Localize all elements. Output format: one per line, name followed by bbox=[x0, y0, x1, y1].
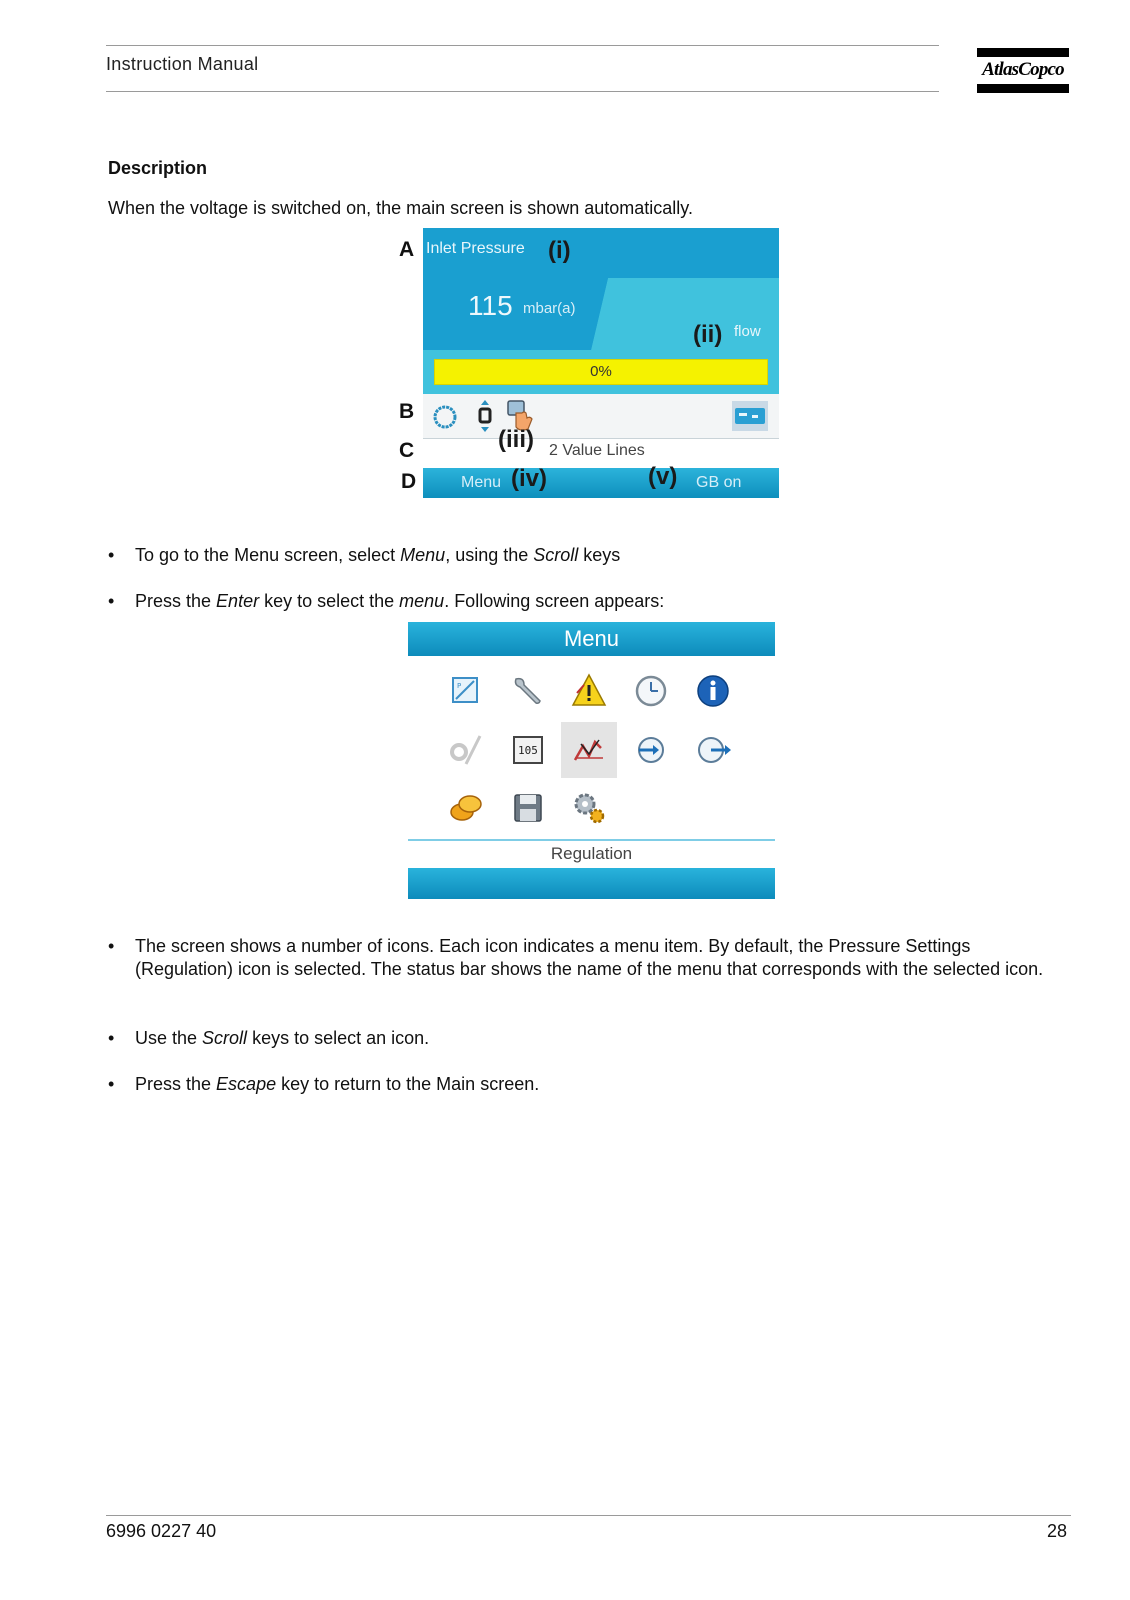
callout-b: B bbox=[399, 400, 415, 423]
counter-icon[interactable] bbox=[500, 722, 556, 778]
service-plan-icon[interactable] bbox=[438, 722, 494, 778]
footer-rule bbox=[106, 1515, 1071, 1516]
roman-iii: (iii) bbox=[498, 426, 534, 453]
text: To go to the Menu screen, select bbox=[135, 545, 401, 565]
header-title: Instruction Manual bbox=[106, 54, 259, 74]
main-screen-figure bbox=[423, 228, 779, 498]
menu-separator bbox=[408, 839, 775, 841]
callout-d: D bbox=[401, 470, 417, 493]
main-screen-top-panel bbox=[423, 228, 779, 394]
text: key to select the bbox=[259, 591, 400, 611]
logo-text: AtlasCopco bbox=[982, 59, 1064, 80]
text: keys to select an icon. bbox=[247, 1028, 430, 1048]
roman-i: (i) bbox=[548, 237, 571, 264]
gb-on-softkey[interactable]: GB on bbox=[696, 474, 742, 491]
value-lines-row bbox=[423, 439, 779, 465]
bullet-icons-description: • The screen shows a number of icons. Each icon indicates a menu item. By default, the Pressure Settings (Regulation) icon is selected. The status bar shows the name of the menu that corresponds with the selected icon. bbox=[108, 935, 1048, 1005]
flow-bar bbox=[434, 359, 768, 385]
pressure-unit: mbar(a) bbox=[523, 300, 576, 317]
intro-paragraph: When the voltage is switched on, the main screen is shown automatically. bbox=[108, 198, 693, 218]
header-top-rule bbox=[106, 45, 939, 46]
text: key to return to the Main screen. bbox=[276, 1074, 540, 1094]
roman-iv: (iv) bbox=[511, 465, 547, 492]
emph: Menu bbox=[400, 545, 446, 565]
menu-softkey[interactable]: Menu bbox=[461, 474, 502, 491]
text: Use the bbox=[135, 1028, 203, 1048]
text: Press the bbox=[135, 591, 217, 611]
text: The screen shows a number of icons. Each icon indicates a menu item. By default, the Pressure Settings (Regulation) icon is selected. The status bar shows the name of the menu that corresponds with the selected icon. bbox=[135, 936, 1044, 979]
emph: Scroll bbox=[533, 545, 579, 565]
roman-ii: (ii) bbox=[693, 321, 723, 348]
pressure-sensor-icon bbox=[476, 400, 494, 432]
brand-logo bbox=[977, 48, 1069, 93]
settings-gear-icon[interactable] bbox=[561, 780, 617, 836]
header-bottom-rule bbox=[106, 91, 939, 92]
section-heading: Description bbox=[108, 158, 208, 178]
text: Press the bbox=[135, 1074, 217, 1094]
svg-text:105: 105 bbox=[518, 744, 538, 757]
card-icon bbox=[732, 401, 768, 431]
flow-bar-text: 0% bbox=[590, 363, 612, 380]
menu-screen-figure bbox=[408, 622, 775, 899]
callout-c: C bbox=[399, 439, 415, 462]
wrench-icon[interactable] bbox=[500, 663, 556, 719]
svg-text:P: P bbox=[457, 682, 462, 690]
text: keys bbox=[578, 545, 621, 565]
status-icon-row bbox=[423, 394, 779, 439]
inputs-icon[interactable] bbox=[438, 663, 494, 719]
emph: Escape bbox=[216, 1074, 277, 1094]
emph: menu bbox=[399, 591, 445, 611]
page-number: 28 bbox=[1047, 1521, 1068, 1541]
flow-label: flow bbox=[734, 323, 761, 340]
save-icon[interactable] bbox=[500, 780, 556, 836]
value-lines-label: 2 Value Lines bbox=[549, 442, 645, 459]
document-number: 6996 0227 40 bbox=[106, 1521, 217, 1541]
menu-status-text: Regulation bbox=[550, 844, 633, 863]
softkey-bar bbox=[423, 468, 779, 498]
event-history-icon[interactable] bbox=[623, 722, 679, 778]
text: , using the bbox=[445, 545, 534, 565]
menu-footer-bar bbox=[408, 868, 775, 899]
warning-icon[interactable] bbox=[561, 663, 617, 719]
roman-v: (v) bbox=[648, 463, 678, 490]
ring-icon bbox=[432, 404, 458, 430]
access-icon[interactable] bbox=[685, 722, 741, 778]
text: . Following screen appears: bbox=[444, 591, 665, 611]
emph: Enter bbox=[216, 591, 260, 611]
emph: Scroll bbox=[202, 1028, 248, 1048]
inlet-pressure-label: Inlet Pressure bbox=[426, 240, 525, 257]
clock-icon[interactable] bbox=[623, 663, 679, 719]
menu-title: Menu bbox=[408, 622, 775, 656]
pressure-value: 115 bbox=[468, 290, 513, 321]
coins-icon[interactable] bbox=[438, 780, 494, 836]
regulation-icon[interactable] bbox=[561, 722, 617, 778]
callout-a: A bbox=[399, 238, 415, 261]
info-icon[interactable] bbox=[685, 663, 741, 719]
